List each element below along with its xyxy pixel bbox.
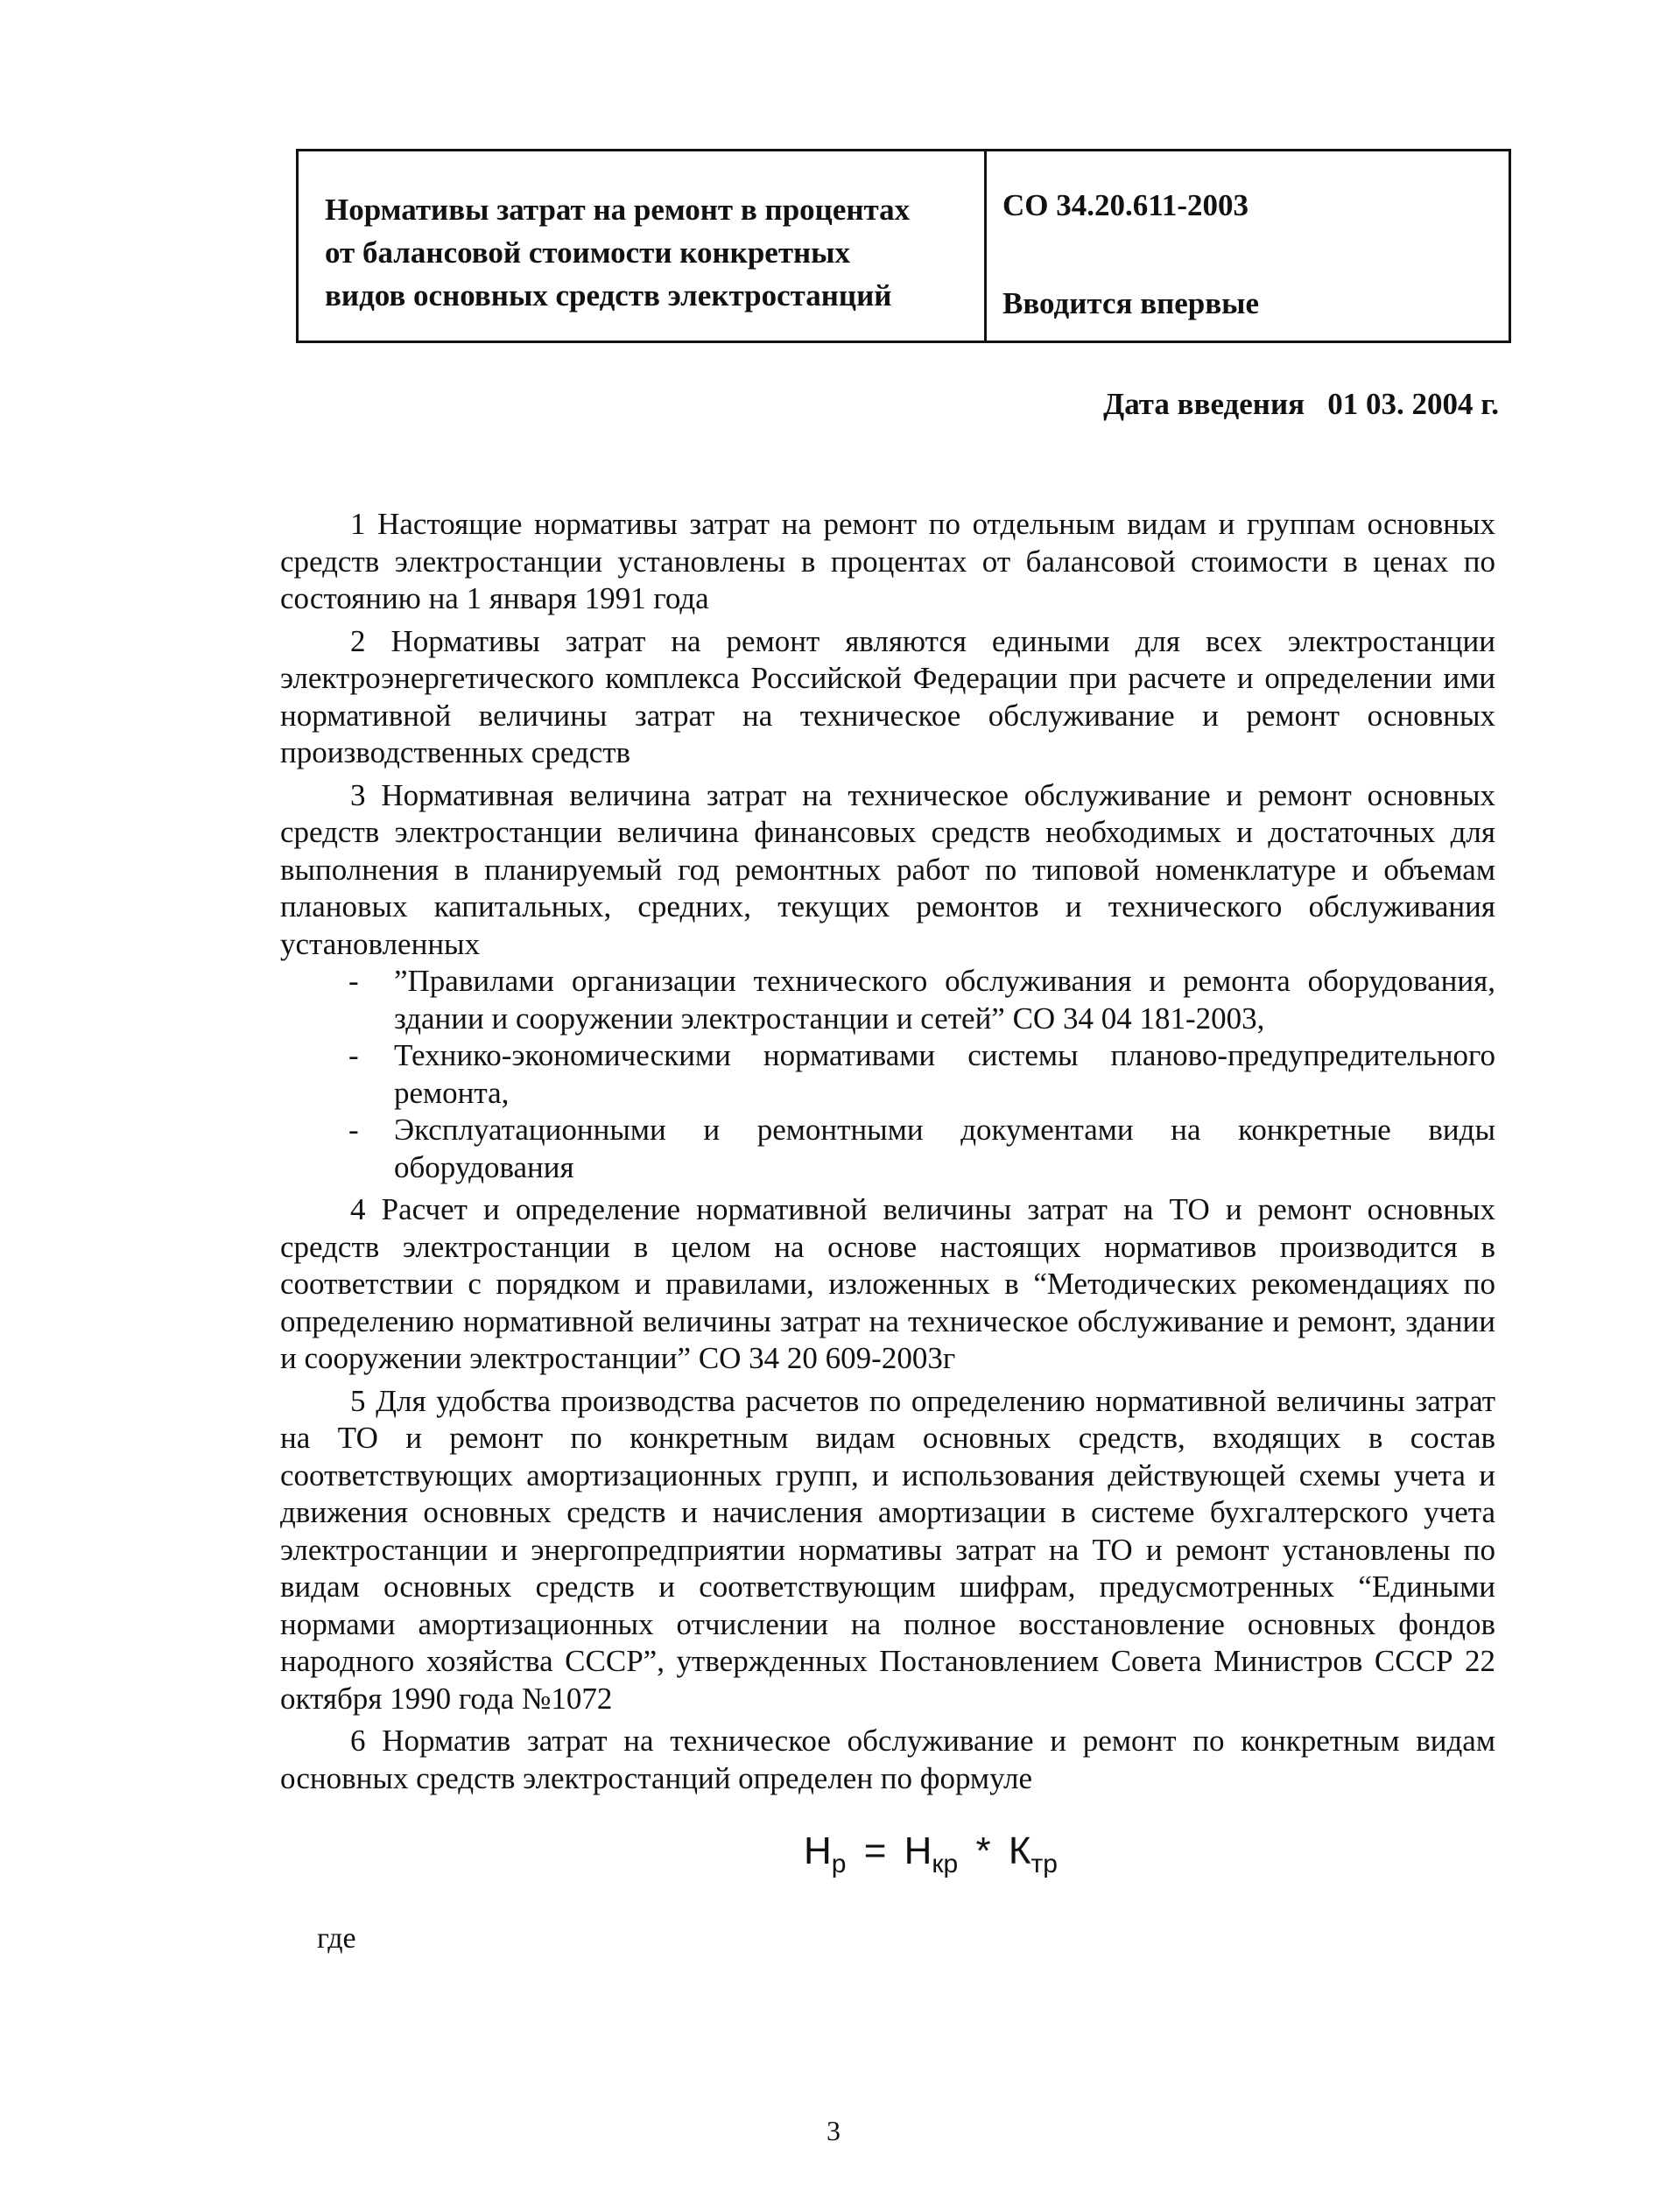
effective-date: Дата введения 01 03. 2004 г. <box>1103 387 1499 421</box>
document-body <box>280 506 1495 1802</box>
list-dash: - <box>348 1038 359 1072</box>
document-title-line: от балансовой стоимости конкретных <box>325 235 851 270</box>
where-label: где <box>317 1922 356 1955</box>
paragraph-6: 6 Норматив затрат на техническое обслуживание и ремонт по конкретным видам основных средств электростанций определен по формуле <box>280 1724 1495 1795</box>
formula-term-b-subscript: тр <box>1030 1850 1058 1878</box>
formula-term-b: К <box>1008 1829 1031 1872</box>
introduction-note: Вводится впервые <box>1002 286 1260 320</box>
list-item <box>280 1112 1495 1186</box>
list-item <box>280 1037 1495 1112</box>
list-item-text: Эксплуатационными и ремонтными документами на конкретные виды оборудования <box>394 1113 1495 1184</box>
formula-term-a: Н <box>904 1829 932 1872</box>
formula-equals: = <box>863 1829 887 1872</box>
paragraph-1: 1 Настоящие нормативы затрат на ремонт по отдельным видам и группам основных средств электростанции установлены в процентах от балансовой стоимости в ценах по состоянию на 1 января 1991 года <box>280 507 1495 615</box>
document-code: СО 34.20.611-2003 <box>1002 188 1248 222</box>
page-number: 3 <box>826 2115 841 2146</box>
list-item <box>280 963 1495 1037</box>
header-title-cell <box>299 151 987 341</box>
header-code-cell <box>987 151 1509 341</box>
regulations-list <box>280 963 1495 1186</box>
formula-lhs: Н <box>804 1829 832 1872</box>
paragraph-5: 5 Для удобства производства расчетов по определению нормативной величины затрат на ТО и ремонт по конкретным видам основных средств, входящих в состав соответствующих амортизационных групп, и использования действующей схемы учета и движения основных средств и начисления амортизации в системе бухгалтерского учета электростанции и энергопредприятии нормативы затрат на ТО и ремонт установлены по видам основных средств и соответствующим шифрам, предусмотренных “Едиными нормами амортизационных отчислении на полное восстановление основных фондов народного хозяйства СССР”, утвержденных Постановлением Совета Министров СССР 22 октября 1990 года №1072 <box>280 1383 1495 1716</box>
formula-term-a-subscript: кр <box>932 1850 959 1878</box>
document-title-line: Нормативы затрат на ремонт в процентах <box>325 193 911 227</box>
formula <box>804 1829 1058 1879</box>
paragraph-2: 2 Нормативы затрат на ремонт являются едиными для всех электростанции электроэнергетического комплекса Российской Федерации при расчете и определении ими нормативной величины затрат на техническое обслуживание и ремонт основных производственных средств <box>280 623 1495 769</box>
list-dash: - <box>348 964 359 998</box>
header-table <box>296 149 1511 343</box>
paragraph-4: 4 Расчет и определение нормативной величины затрат на ТО и ремонт основных средств электростанции в целом на основе настоящих нормативов производится в соответствии с порядком и правилами, изложенных в “Методических рекомендациях по определению нормативной величины затрат на техническое обслуживание и ремонт, здании и сооружении электростанции” СО 34 20 609-2003г <box>280 1192 1495 1375</box>
formula-multiply: * <box>975 1829 991 1872</box>
list-item-text: ”Правилами организации технического обслуживания и ремонта оборудования, здании и сооружении электростанции и сетей” СО 34 04 181-2003, <box>394 964 1495 1036</box>
paragraph-3: 3 Нормативная величина затрат на техническое обслуживание и ремонт основных средств электростанции величина финансовых средств необходимых и достаточных для выполнения в планируемый год ремонтных работ по типовой номенклатуре и объемам плановых капитальных, средних, текущих ремонтов и технического обслуживания установленных <box>280 777 1495 961</box>
formula-lhs-subscript: р <box>831 1850 847 1878</box>
list-dash: - <box>348 1113 359 1147</box>
document-title-line: видов основных средств электростанций <box>325 278 892 312</box>
list-item-text: Технико-экономическими нормативами системы планово-предупредительного ремонта, <box>394 1038 1495 1110</box>
